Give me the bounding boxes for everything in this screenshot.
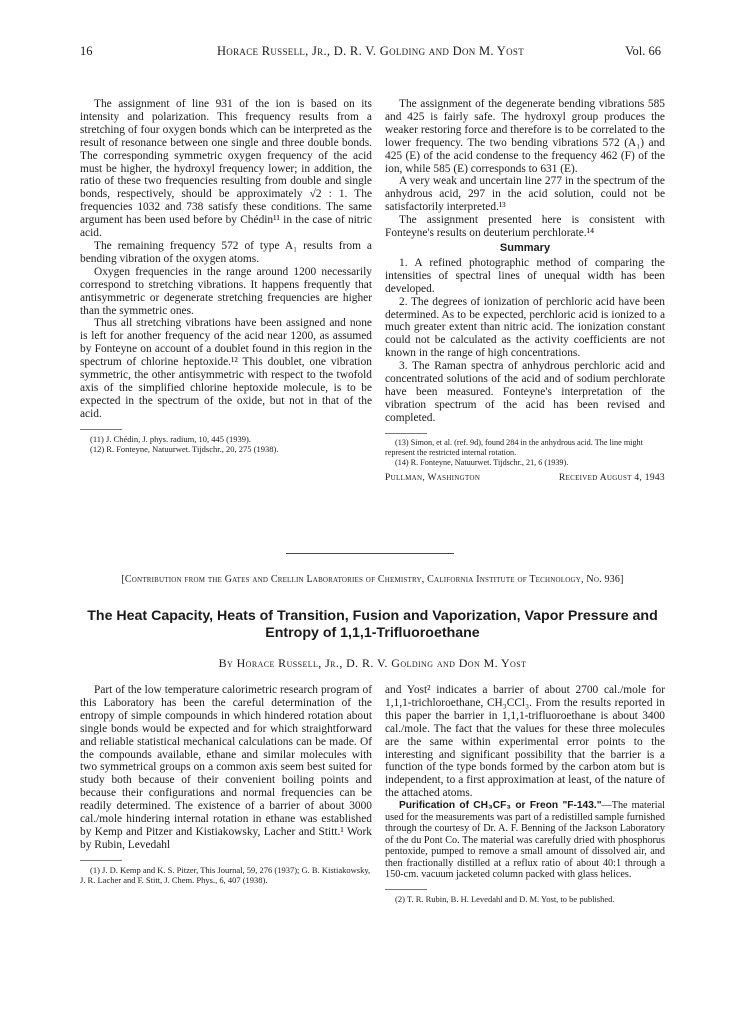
signature-place: Pullman, Washington [385, 472, 481, 483]
footnote-rule [385, 433, 427, 434]
right-column-bottom [385, 684, 665, 904]
footnote-rule [385, 889, 427, 890]
running-head-authors: Horace Russell, Jr., D. R. V. Golding and Don M. Yost [216, 44, 525, 58]
running-head [80, 44, 661, 62]
paragraph: and Yost² indicates a barrier of about 2700 cal./mole for 1,1,1-trichloroethane, CH₃CCl₃. From the results reported in this paper the barrier in 1,1,1-trifluoroethane is about 3400 cal./mole. The fact that the values for these three molecules are the same within experimental error points to the interesting and significant possibility that the barrier is a function of the type bonds formed by the carbon atom but is independent, to a first approximation at least, of the nature of the attached atoms. [385, 684, 665, 800]
right-column-top [385, 98, 665, 485]
paragraph: Thus all stretching vibrations have been assigned and none is left for another frequency of the acid near 1200, as assumed by Fonteyne on account of a doublet found in this region in the spectrum of chlorine heptoxide.¹² This doublet, one vibration symmetric, the other antisymmetric with respect to the twofold axis of the simplified chlorine heptoxide molecule, is to be expected in the spectrum of the oxide, but not in that of the acid. [80, 317, 372, 420]
article-byline: By Horace Russell, Jr., D. R. V. Golding and Don M. Yost [218, 656, 527, 670]
page-number: 16 [80, 44, 93, 58]
footnote-12: (12) R. Fonteyne, Natuurwet. Tijdschr., 20, 275 (1938). [90, 443, 279, 454]
footnote-1: (1) J. D. Kemp and K. S. Pitzer, This Journal, 59, 276 (1937); G. B. Kistiakowsky, J. R. Lacher and F. Stitt, J. Chem. Phys., 6, 407 (1938). [80, 864, 371, 885]
contribution-note: [Contribution from the Gates and Crellin Laboratories of Chemistry, California Institute of Technology, No. 936] [121, 574, 624, 585]
summary-item: 3. The Raman spectra of anhydrous perchloric acid and concentrated solutions of the acid and of sodium perchlorate have been measured. Fonteyne's interpretation of the vibration spectrum of the acid has been revised and completed. [385, 360, 665, 424]
summary-item: 2. The degrees of ionization of perchloric acid have been determined. As to be expected, perchloric acid is ionized to a much greater extent than nitric acid. The ionization constant could not be calculated as the activity coefficients are not known in the range of high concentrations. [385, 295, 665, 360]
summary-heading: Summary [499, 241, 551, 254]
footnote-rule [80, 860, 122, 861]
paragraph: Part of the low temperature calorimetric research program of this Laboratory has been the careful determination of the entropy of simple compounds in which hindered rotation about single bonds would be expected and for which straightforward and reliable statistical mechanical calculations can be made. Of the compounds available, ethane and similar molecules with two symmetrical groups on a common axis seem best suited for study both because of their convenient boiling points and because their configurations and normal frequencies can be readily determined. The existence of a barrier of about 3000 cal./mole hindering internal rotation in ethane was established by Kemp and Pitzer and Kistiakowsky, Lacher and Stitt.¹ Work by Rubin, Levedahl [80, 684, 372, 851]
footnote-11: (11) J. Chédin, J. phys. radium, 10, 445 (1939). [90, 433, 251, 444]
footnote-14: (14) R. Fonteyne, Natuurwet. Tijdschr., 21, 6 (1939). [395, 457, 569, 467]
paragraph: The remaining frequency 572 of type A₁ results from a bending vibration of the oxygen atoms. [80, 239, 372, 265]
received-date: Received August 4, 1943 [558, 472, 665, 483]
article-divider [286, 553, 454, 554]
volume-label: Vol. 66 [625, 44, 661, 58]
purification-paragraph [385, 800, 665, 881]
left-column-bottom [80, 684, 372, 885]
paragraph: The assignment of the degenerate bending vibrations 585 and 425 is fairly safe. The hydroxyl group produces the weaker restoring force and therefore is to be correlated to the lower frequency. The two bending vibrations 572 (A₁) and 425 (E) of the acid condense to the frequency 462 (F) of the ion, while 585 (E) corresponds to 631 (E). [385, 98, 665, 175]
summary-item: 1. A refined photographic method of comparing the intensities of spectral lines of unequal width has been developed. [385, 256, 665, 295]
paragraph: Oxygen frequencies in the range around 1200 necessarily correspond to stretching vibrations. It happens frequently that antisymmetric or degenerate stretching frequencies are higher than the symmetric ones. [80, 265, 372, 317]
paragraph: The assignment of line 931 of the ion is based on its intensity and polarization. This frequency results from a stretching of four oxygen bonds which can be interpreted as the result of resonance between one single and three double bonds. The corresponding symmetric oxygen frequency of the acid must be higher, the hydroxyl frequency lower; in addition, the ratio of these two frequencies resulting from double and single bonds, respectively, should be approximately √2 : 1. The frequencies 1032 and 738 satisfy these conditions. The same argument has been used before by Chédin¹¹ in the case of nitric acid. [80, 98, 372, 240]
purification-heading: Purification of CH₃CF₃ or Freon "F-143." [399, 800, 602, 812]
article-title: The Heat Capacity, Heats of Transition, Fusion and Vaporization, Vapor Pressure and Entropy of 1,1,1-Trifluoroethane [87, 608, 658, 641]
footnote-13: (13) Simon, et al. (ref. 9d), found 284 in the anhydrous acid. The line might represent the restricted internal rotation. [385, 437, 643, 457]
footnote-2: (2) T. R. Rubin, B. H. Levedahl and D. M. Yost, to be published. [395, 893, 615, 904]
paragraph: The assignment presented here is consistent with Fonteyne's results on deuterium perchlorate.¹⁴ [385, 214, 665, 240]
paragraph: A very weak and uncertain line 277 in the spectrum of the anhydrous acid, 297 in the acid solution, could not be satisfactorily interpreted.¹³ [385, 175, 665, 214]
footnote-rule [80, 429, 122, 430]
purification-text: —The material used for the measurements was part of a redistilled sample furnished through the courtesy of Dr. A. F. Benning of the Jackson Laboratory of the du Pont Co. The material was carefully dried with phosphorus pentoxide, pumped to remove a small amount of dissolved air, and then fractionally distilled at a reflux ratio of about 40:1 through a 150-cm. vacuum jacketed column packed with glass helices. [385, 800, 665, 881]
signature-line [385, 472, 665, 485]
left-column-top [80, 98, 372, 454]
